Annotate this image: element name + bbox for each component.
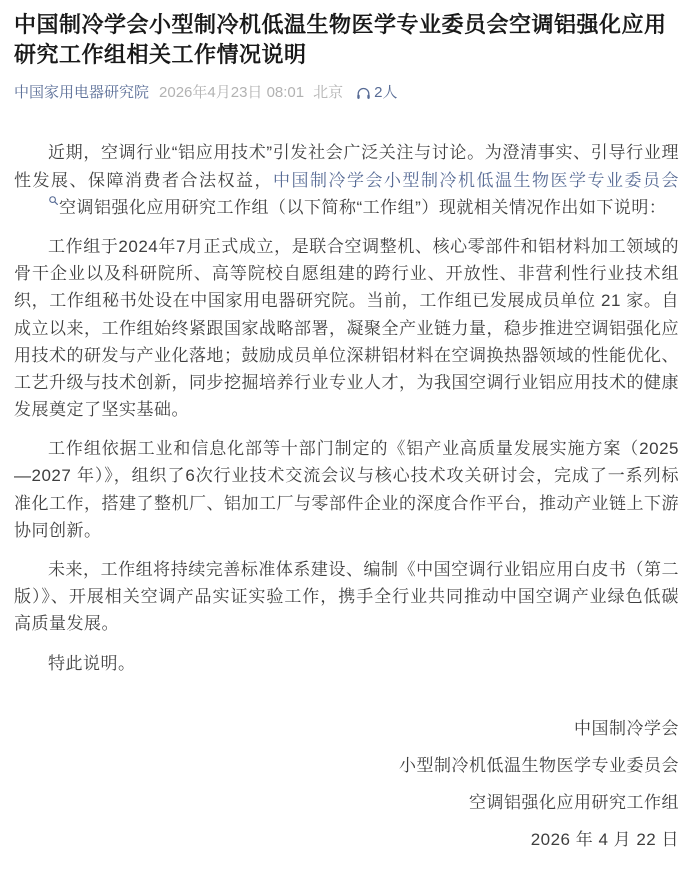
- society-committee-link-label: 中国制冷学会小型制冷机低温生物医学专业委员会: [273, 170, 679, 190]
- search-icon: [14, 195, 59, 206]
- paragraph-intro: [14, 139, 679, 221]
- signature-line-date: 2026 年 4 月 22 日: [530, 830, 679, 850]
- paragraph-founding: 工作组于2024年7月正式成立，是联合空调整机、核心零部件和铝材料加工领域的骨干企业以及科研院所、高等院校自愿组建的跨行业、开放性、非营利性行业技术组织，工作组秘书处设在中国家用电器研究院。当前，工作组已发展成员单位 21 家。自成立以来，工作组始终紧跟国家战略部署，凝聚全产业链力量，稳步推进空调铝强化应用技术的研发与产业化落地；鼓励成员单位深耕铝材料在空调换热器领域的性能优化、工艺升级与技术创新，同步挖掘培养行业专业人才，为我国空调行业铝应用技术的健康发展奠定了坚实基础。: [14, 236, 679, 420]
- paragraph-achievements: 工作组依据工业和信息化部等十部门制定的《铝产业高质量发展实施方案（2025—2027 年）》，组织了6次行业技术交流会议与核心技术攻关研讨会，完成了一系列标准化工作，搭建了整机厂、铝加工厂与零部件企业的深度合作平台，推动产业链上下游协同创新。: [14, 439, 679, 540]
- signature-block: [14, 715, 679, 854]
- signature-line-society: 中国制冷学会: [574, 718, 679, 738]
- paragraph-future: 未来，工作组将持续完善标准体系建设、编制《中国空调行业铝应用白皮书（第二版）》、开展相关空调产品实证实验工作，携手全行业共同推动中国空调产业绿色低碳高质量发展。: [14, 560, 679, 634]
- article-meta-row: [14, 83, 679, 103]
- account-link[interactable]: 中国家用电器研究院: [14, 84, 150, 102]
- paragraph-intro-post: 空调铝强化应用研究工作组（以下简称“工作组”）现就相关情况作出如下说明：: [59, 197, 667, 217]
- page-title: 中国制冷学会小型制冷机低温生物医学专业委员会空调铝强化应用研究工作组相关工作情况说明: [14, 12, 667, 67]
- listener-count: 2人: [374, 84, 398, 102]
- closing-note: 特此说明。: [48, 653, 136, 673]
- listen-audio-button[interactable]: [355, 83, 397, 103]
- article-body: [14, 139, 679, 676]
- signature-line-workgroup: 空调铝强化应用研究工作组: [469, 793, 679, 813]
- publish-location: 北京: [313, 84, 344, 102]
- paragraph-intro-pre: 近期，空调行业“铝应用技术”引发社会广泛关注与讨论。为澄清事实、引导行业理性发展、保障消费者合法权益，: [14, 143, 679, 190]
- signature-line-committee: 小型制冷机低温生物医学专业委员会: [399, 755, 679, 775]
- headset-icon: [355, 85, 374, 102]
- publish-datetime: 2026年4月23日 08:01: [159, 84, 305, 102]
